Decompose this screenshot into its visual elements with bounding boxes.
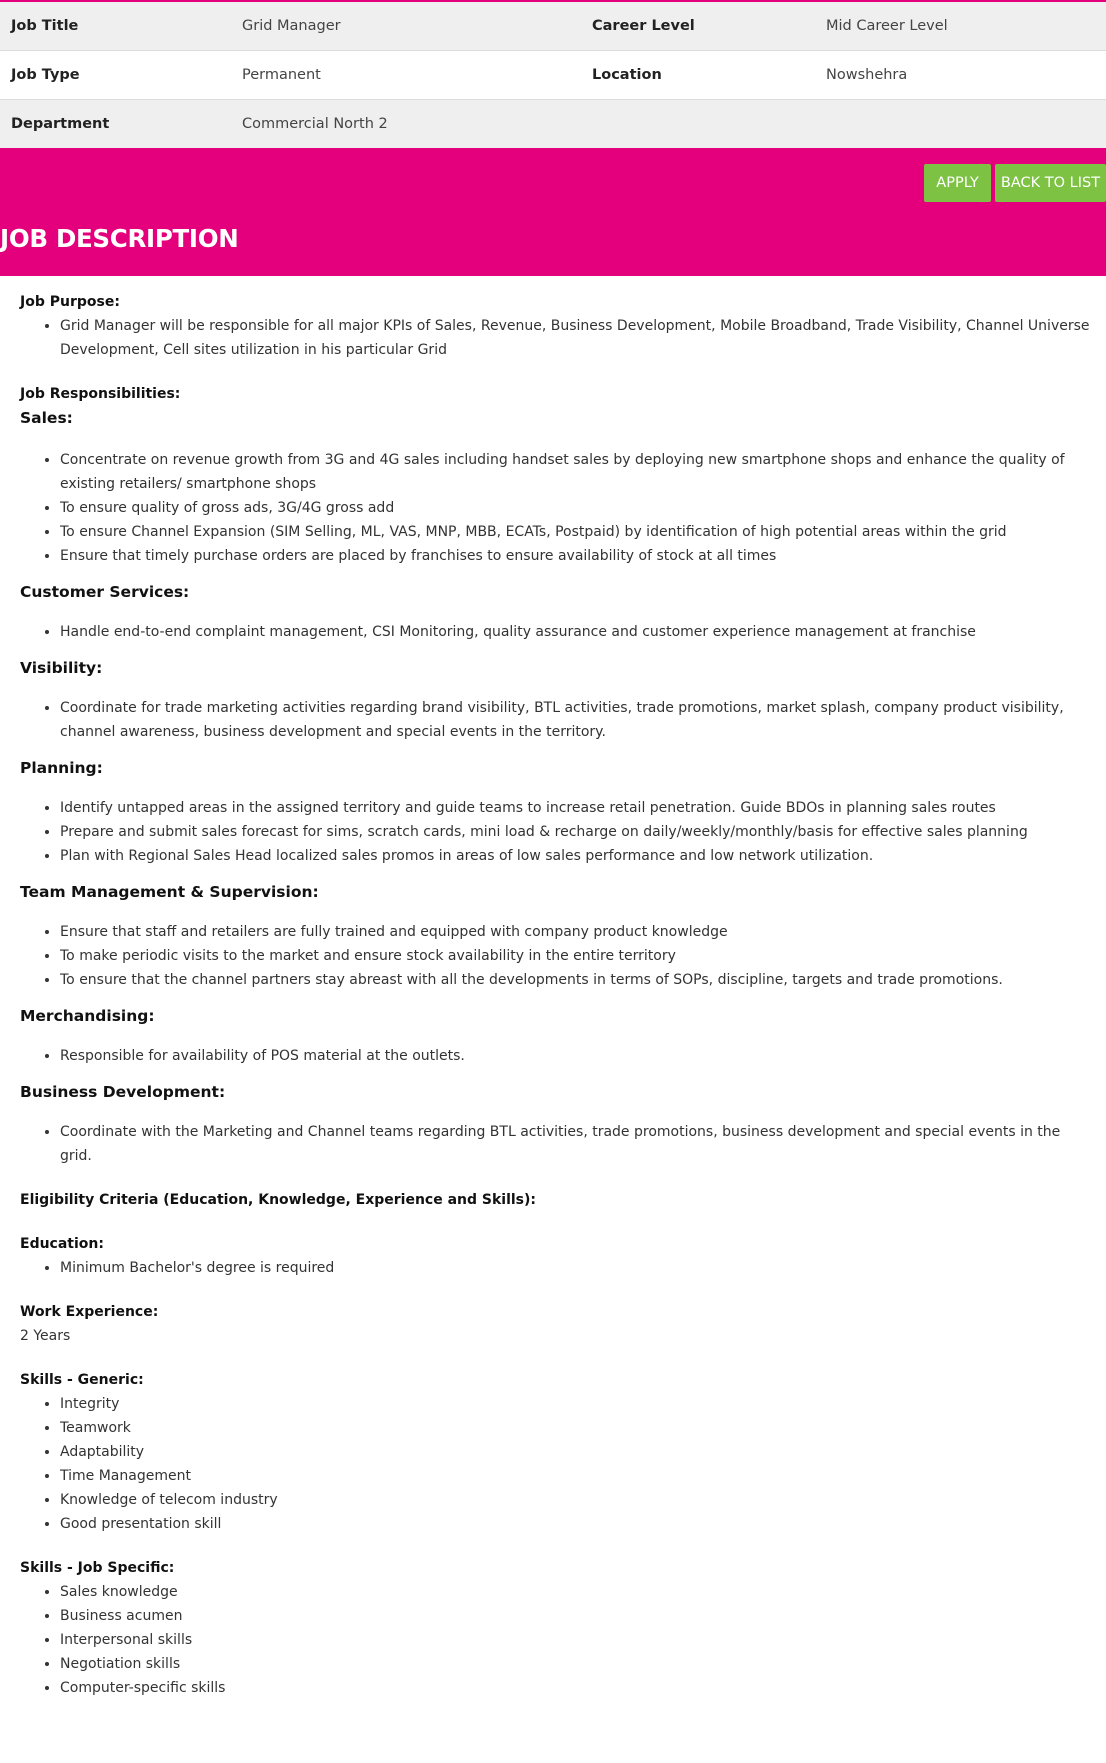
job-title-label: Job Title <box>11 18 79 34</box>
department-label: Department <box>11 116 110 132</box>
list-item: • Sales knowledge <box>60 1580 1090 1604</box>
job-title-value: Grid Manager <box>242 18 341 34</box>
list-item: • Time Management <box>60 1464 1090 1488</box>
list-item: • Computer-specific skills <box>60 1676 1090 1700</box>
list-item: • To ensure that the channel partners stay abreast with all the developments in terms of SOPs, discipline, targets and trade promotions. <box>60 968 1090 992</box>
list-item: • Business acumen <box>60 1604 1090 1628</box>
job-type-value: Permanent <box>242 67 321 83</box>
work-experience-value: 2 Years <box>20 1328 71 1344</box>
customer-services-heading: Customer Services: <box>20 583 190 601</box>
skills-job-specific-list <box>20 1580 1090 1700</box>
skills-job-specific-label: Skills - Job Specific: <box>20 1560 175 1576</box>
list-item: • Minimum Bachelor's degree is required <box>60 1256 1090 1280</box>
apply-button[interactable]: APPLY <box>924 164 991 202</box>
list-item: • Negotiation skills <box>60 1652 1090 1676</box>
list-item: • Ensure that staff and retailers are fully trained and equipped with company product knowledge <box>60 920 1090 944</box>
list-item: • Coordinate with the Marketing and Channel teams regarding BTL activities, trade promotions, business development and special events in the grid. <box>60 1120 1090 1168</box>
planning-list <box>20 796 1090 868</box>
list-item: • Identify untapped areas in the assigned territory and guide teams to increase retail penetration. Guide BDOs in planning sales routes <box>60 796 1090 820</box>
location-value: Nowshehra <box>826 67 908 83</box>
skills-generic-label: Skills - Generic: <box>20 1372 144 1388</box>
job-info-row <box>0 51 1106 100</box>
list-item: • Coordinate for trade marketing activities regarding brand visibility, BTL activities, trade promotions, market splash, company product visibility, channel awareness, business development and special events in the territory. <box>60 696 1090 744</box>
career-level-value: Mid Career Level <box>826 18 948 34</box>
education-label: Education: <box>20 1236 104 1252</box>
list-item: • To ensure Channel Expansion (SIM Selling, ML, VAS, MNP, MBB, ECATs, Postpaid) by identification of high potential areas within the grid <box>60 520 1090 544</box>
visibility-heading: Visibility: <box>20 659 103 677</box>
back-to-list-button[interactable]: BACK TO LIST <box>995 164 1106 202</box>
page-title: JOB DESCRIPTION <box>0 224 239 253</box>
eligibility-criteria-label: Eligibility Criteria (Education, Knowledge, Experience and Skills): <box>20 1192 537 1208</box>
list-item: • Concentrate on revenue growth from 3G and 4G sales including handset sales by deploying new smartphone shops and enhance the quality of existing retailers/ smartphone shops <box>60 448 1090 496</box>
planning-heading: Planning: <box>20 759 103 777</box>
list-item: • Interpersonal skills <box>60 1628 1090 1652</box>
list-item: • Handle end-to-end complaint management, CSI Monitoring, quality assurance and customer experience management at franchise <box>60 620 1090 644</box>
visibility-list <box>20 696 1090 744</box>
list-item: • Prepare and submit sales forecast for sims, scratch cards, mini load & recharge on daily/weekly/monthly/basis for effective sales planning <box>60 820 1090 844</box>
skills-generic-list <box>20 1392 1090 1536</box>
list-item: • To make periodic visits to the market and ensure stock availability in the entire territory <box>60 944 1090 968</box>
list-item: • Responsible for availability of POS material at the outlets. <box>60 1044 1090 1068</box>
job-type-label: Job Type <box>11 67 80 83</box>
merchandising-heading: Merchandising: <box>20 1007 155 1025</box>
job-info-table <box>0 2 1106 149</box>
education-list <box>20 1256 1090 1280</box>
business-development-heading: Business Development: <box>20 1083 226 1101</box>
list-item: • To ensure quality of gross ads, 3G/4G gross add <box>60 496 1090 520</box>
list-item: • Integrity <box>60 1392 1090 1416</box>
job-responsibilities-label: Job Responsibilities: <box>20 386 181 402</box>
team-management-list <box>20 920 1090 992</box>
list-item: • Adaptability <box>60 1440 1090 1464</box>
sales-list <box>20 448 1090 568</box>
list-item: • Teamwork <box>60 1416 1090 1440</box>
department-value: Commercial North 2 <box>242 116 388 132</box>
job-description-content <box>20 276 1090 1700</box>
list-item: • Grid Manager will be responsible for all major KPIs of Sales, Revenue, Business Development, Mobile Broadband, Trade Visibility, Channel Universe Development, Cell sites utilization in his particular Grid <box>60 314 1090 362</box>
location-label: Location <box>592 67 662 83</box>
list-item: • Plan with Regional Sales Head localized sales promos in areas of low sales performance and low network utilization. <box>60 844 1090 868</box>
sales-heading: Sales: <box>20 409 73 427</box>
list-item: • Good presentation skill <box>60 1512 1090 1536</box>
customer-services-list <box>20 620 1090 644</box>
job-purpose-label: Job Purpose: <box>20 294 120 310</box>
list-item: • Knowledge of telecom industry <box>60 1488 1090 1512</box>
job-info-row <box>0 100 1106 149</box>
career-level-label: Career Level <box>592 18 695 34</box>
job-description-banner <box>0 148 1106 276</box>
work-experience-label: Work Experience: <box>20 1304 159 1320</box>
list-item: • Ensure that timely purchase orders are placed by franchises to ensure availability of stock at all times <box>60 544 1090 568</box>
team-management-heading: Team Management & Supervision: <box>20 883 319 901</box>
job-info-row <box>0 2 1106 51</box>
business-development-list <box>20 1120 1090 1168</box>
merchandising-list <box>20 1044 1090 1068</box>
job-purpose-list <box>20 314 1090 362</box>
